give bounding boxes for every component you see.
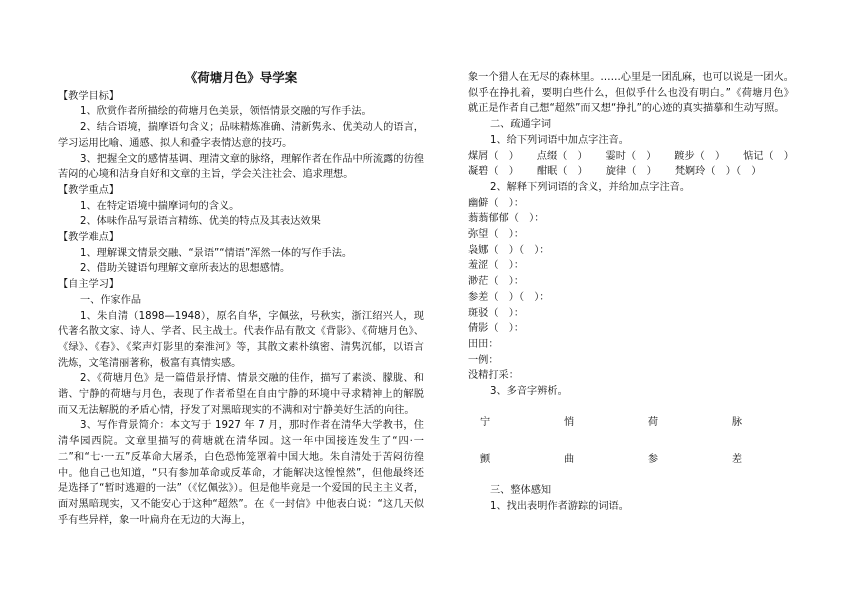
word-item: 倩影（ ）： — [468, 323, 525, 335]
teaching-goals-heading: 【教学目标】 — [58, 90, 120, 102]
vocab-section-heading: 二、疏通字词 — [490, 119, 552, 131]
polyphone-char: 荷 — [647, 416, 659, 428]
word-item: 没精打采： — [468, 370, 519, 382]
polyphone-question: 3、多音字辨析。 — [490, 386, 568, 398]
self-study-heading: 【自主学习】 — [58, 279, 120, 291]
word-item: 一例： — [468, 354, 499, 366]
word-item: 田田： — [468, 338, 499, 350]
polyphone-char: 宁 — [480, 416, 491, 428]
difficulty-1: 1、理解课文情景交融、“景语”“情语”浑然一体的写作手法。 — [80, 247, 353, 259]
page-title: 《荷塘月色》导学案 — [184, 70, 298, 85]
pronunciation-question: 1、给下列词语中加点字注音。 — [490, 134, 629, 146]
goal-3: 3、把握全文的感情基调、理清文章的脉络，理解作者在作品中所流露的彷徨苦闷的心境和洁身自好和文章的主旨，学会关注社会、追求理想。 — [58, 153, 424, 181]
author-intro-paragraph: 1、朱自清（1898—1948），原名自华，字佩弦，号秋实，浙江绍兴人，现代著名散文家、诗人、学者、民主战士。代表作品有散文《背影》、《荷塘月色》、《绿》、《春》、《桨声灯影里的秦淮河》等，其散文素朴缜密、清隽沉郁，以语言洗炼，文笔清丽著称，极富有真情实感。 — [58, 310, 424, 369]
goal-1: 1、欣赏作者所描绘的荷塘月色美景，领悟情景交融的写作手法。 — [80, 106, 372, 118]
pronunciation-row-2 — [468, 164, 794, 180]
word-item: 羞涩（ ）： — [468, 260, 525, 272]
travel-route-question: 1、找出表明作者游踪的词语。 — [490, 500, 629, 512]
overall-perception-heading: 三、整体感知 — [490, 485, 552, 497]
polyphone-char: 悄 — [563, 416, 575, 428]
author-works-heading: 一、作家作品 — [80, 294, 142, 306]
right-column — [468, 70, 794, 515]
word-meaning-question: 2、解释下列词语的含义，并给加点字注音。 — [490, 181, 691, 193]
pronunciation-item: 凝碧（ ） — [468, 166, 519, 178]
background-continued: 象一个猎人在无尽的森林里。……心里是一团乱麻，也可以说是一团火。似乎在挣扎着，要明白些什么，但似乎什么也没有明白。”《荷塘月色》就正是作者自己想“超然”而又想“挣扎”的心迹的真实描摹和生动写照。 — [468, 72, 794, 115]
difficulty-2: 2、借助关键语句理解文章所表达的思想感情。 — [80, 263, 291, 275]
pronunciation-item: 煤屑（ ） — [468, 150, 519, 162]
word-item: 弥望（ ）： — [468, 229, 525, 241]
polyphone-char: 脉 — [731, 416, 742, 428]
background-paragraph: 3、写作背景简介：本文写于 1927 年 7 月，那时作者在清华大学教书，住清华园西院。文章里描写的荷塘就在清华园。这一年中国接连发生了“四·一二”和“七·一五”反革命大屠杀，白色恐怖笼罩着中国大地。朱自清处于苦闷彷徨中。他自己也知道，“只有参加革命或反革命，才能解决这惶惶然”，但他最终还是选择了“暂时逃避的一法”（《忆佩弦》）。但是他毕竟是一个爱国的民主主义者，面对黑暗现实，又不能安心于这种“超然”。在《一封信》中他表白说：“这几天似乎有些异样，象一叶扁舟在无边的大海上， — [58, 420, 424, 526]
teaching-focus-heading: 【教学重点】 — [58, 184, 120, 196]
polyphone-row-2 — [468, 452, 742, 468]
polyphone-char: 差 — [731, 454, 742, 466]
word-item: 渺茫（ ）： — [468, 276, 525, 288]
goal-2: 2、结合语境，揣摩语句含义；品味精炼准确、清新隽永、优美动人的语言，学习运用比喻、通感、拟人和叠字表情达意的技巧。 — [58, 122, 424, 149]
polyphone-row-1 — [468, 415, 742, 431]
pronunciation-item: 踱步（ ） — [674, 150, 726, 162]
pronunciation-item: 旋律（ ） — [605, 166, 657, 178]
pronunciation-item: 点缀（ ） — [536, 150, 588, 162]
work-intro-paragraph: 2、《荷塘月色》是一篇借景抒情、情景交融的佳作，描写了素淡、朦胧、和谐、宁静的荷塘与月色，表现了作者希望在自由宁静的环境中寻求精神上的解脱而又无法解脱的矛盾心情，抒发了对黑暗现实的不满和对宁静美好生活的向往。 — [58, 373, 424, 416]
teaching-difficulty-heading: 【教学难点】 — [58, 232, 120, 244]
word-item: 蓊蓊郁郁（ ）： — [468, 213, 545, 225]
pronunciation-item: 酣眠（ ） — [536, 166, 588, 178]
polyphone-char: 颤 — [480, 454, 491, 466]
polyphone-char: 曲 — [563, 454, 575, 466]
polyphone-char: 参 — [647, 454, 659, 466]
focus-2: 2、体味作品写景语言精练、优美的特点及其表达效果 — [80, 216, 321, 228]
left-column — [58, 70, 424, 528]
pronunciation-item: 霎时（ ） — [605, 150, 657, 162]
pronunciation-row-1 — [468, 149, 794, 165]
word-item: 斑驳（ ）： — [468, 307, 525, 319]
pronunciation-item: 惦记（ ） — [743, 150, 794, 162]
word-item: 幽僻（ ）： — [468, 197, 525, 209]
pronunciation-item: 梵婀玲（ ）（ ） — [674, 166, 762, 178]
word-item: 袅娜（ ）（ ）： — [468, 244, 550, 256]
focus-1: 1、在特定语境中揣摩词句的含义。 — [80, 200, 240, 212]
word-item: 参差（ ）（ ）： — [468, 291, 550, 303]
